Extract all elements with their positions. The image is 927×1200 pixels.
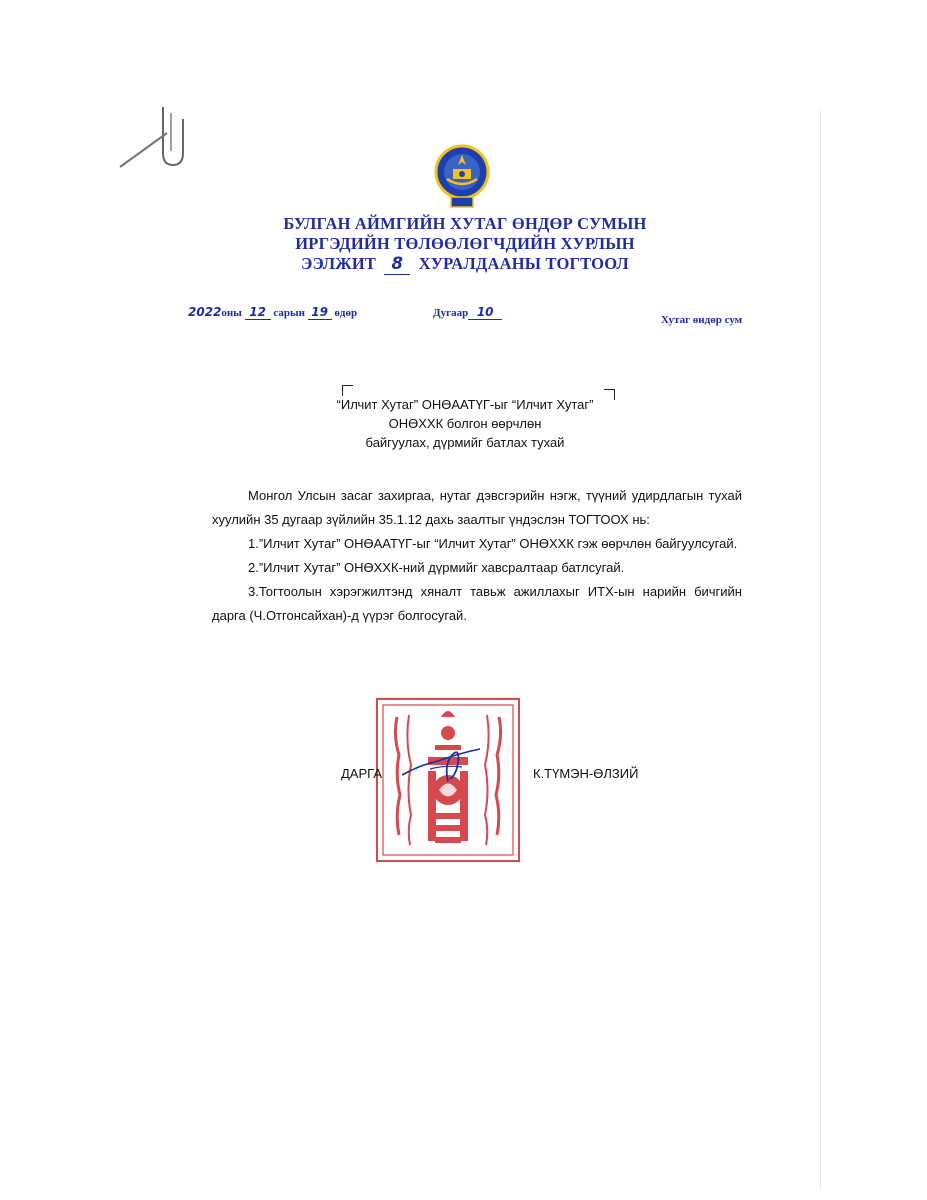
- body-item-3: 3.Тогтоолын хэрэгжилтэнд хяналт тавьж ажиллахыг ИТХ-ын нарийн бичгийн дарга (Ч.Отгонсайхан)-д үүрэг болгосугай.: [212, 584, 742, 623]
- signatory-role: ДАРГА: [341, 766, 382, 781]
- document-header: [240, 214, 690, 275]
- number-label: Дугаар: [433, 307, 469, 319]
- date-day-suffix: өдөр: [334, 307, 358, 319]
- scan-edge-line: [820, 110, 821, 1190]
- header-line-1: БУЛГАН АЙМГИЙН ХУТАГ ӨНДӨР СУМЫН: [283, 214, 647, 233]
- body-preamble: Монгол Улсын засаг захиргаа, нутаг дэвсгэрийн нэгж, түүний удирдлагын тухай хуулийн 35 дугаар зүйлийн 35.1.12 дахь заалтыг үндэслэн ТОГТООХ нь:: [212, 488, 742, 527]
- title-line-3: байгуулах, дүрмийг батлах тухай: [365, 435, 565, 450]
- header-line-3: [240, 254, 690, 275]
- header-line-2: ИРГЭДИЙН ТӨЛӨӨЛӨГЧДИЙН ХУРЛЫН: [295, 234, 635, 253]
- paper-clip-icon: [115, 105, 195, 175]
- date-year: 2022: [188, 305, 222, 319]
- resolution-number: [433, 305, 502, 320]
- date-month-suffix: сарын: [273, 307, 305, 319]
- resolution-place: Хутаг өндөр сум: [661, 314, 743, 326]
- number-value: 10: [468, 305, 502, 320]
- header-line-3-suffix: ХУРАЛДААНЫ ТОГТООЛ: [418, 254, 629, 273]
- body-item-1: 1.”Илчит Хутаг” ОНӨААТҮГ-ыг “Илчит Хутаг” ОНӨХХК гэж өөрчлөн байгуулсугай.: [248, 536, 738, 551]
- resolution-date: [188, 305, 357, 320]
- body-item-2: 2.”Илчит Хутаг” ОНӨХХК-ний дүрмийг хавсралтаар батлсугай.: [248, 560, 625, 575]
- date-year-suffix: оны: [221, 307, 242, 319]
- resolution-body: [212, 484, 742, 628]
- title-line-2: ОНӨХХК болгон өөрчлөн: [388, 416, 542, 431]
- session-number: 8: [384, 254, 410, 275]
- state-emblem-icon: [433, 143, 491, 209]
- date-month: 12: [245, 305, 271, 320]
- handwritten-signature: [400, 735, 490, 785]
- date-day: 19: [308, 305, 332, 320]
- date-line: [188, 305, 788, 327]
- signatory-name: К.ТҮМЭН-ӨЛЗИЙ: [533, 766, 639, 781]
- title-line-1: “Илчит Хутаг” ОНӨААТҮГ-ыг “Илчит Хутаг”: [336, 397, 594, 412]
- resolution-title: [300, 395, 630, 452]
- header-line-3-prefix: ЭЭЛЖИТ: [301, 254, 377, 273]
